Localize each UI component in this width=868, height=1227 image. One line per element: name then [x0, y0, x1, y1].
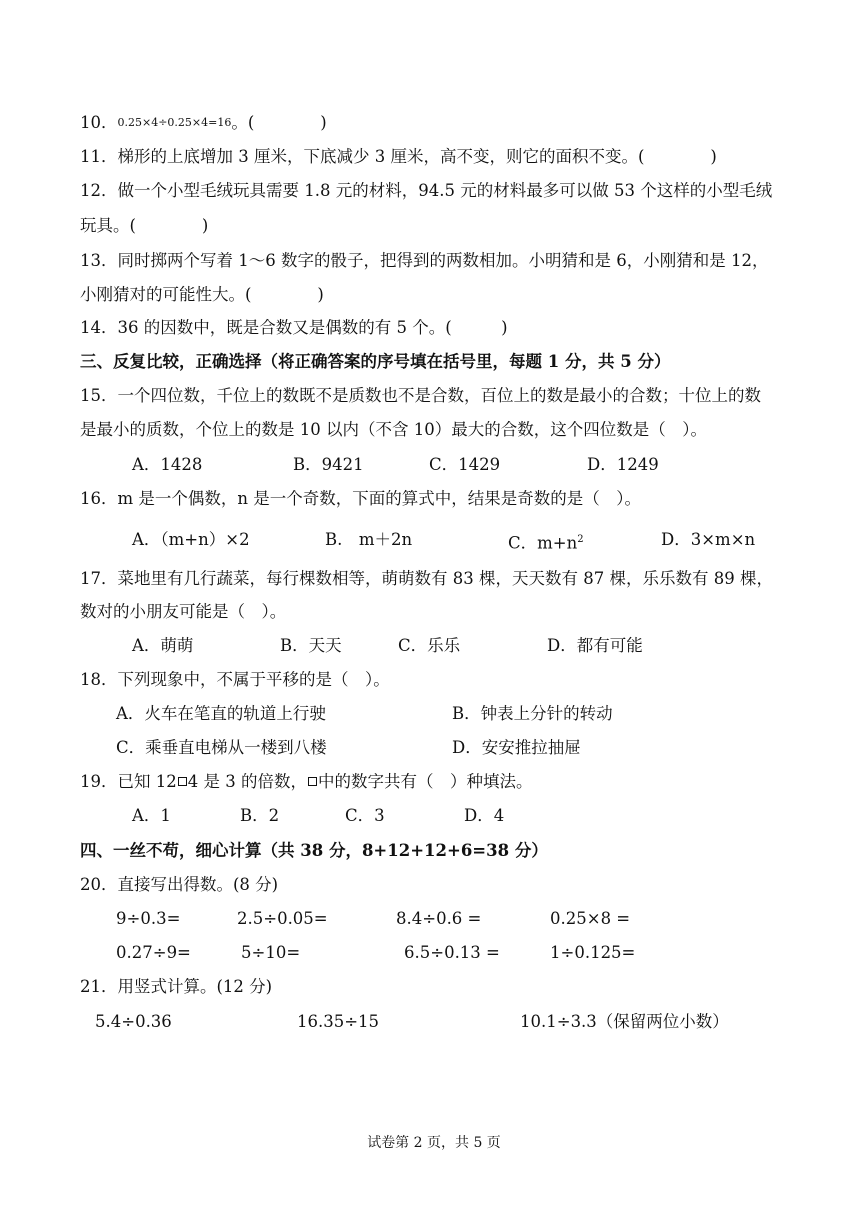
q19-option-a: A．1 — [132, 806, 171, 825]
question-17-line2: 数对的小朋友可能是（ ）。 — [80, 602, 287, 621]
q20-item: 0.25×8 = — [550, 909, 631, 928]
question-13-line2: 小刚猜对的可能性大。( ) — [80, 285, 324, 304]
q20-item: 6.5÷0.13 = — [404, 943, 500, 962]
exponent: 2 — [577, 534, 584, 545]
q20-item: 5÷10= — [241, 943, 301, 962]
question-12-line1: 12．做一个小型毛绒玩具需要 1.8 元的材料，94.5 元的材料最多可以做 53 个这样的小型毛绒 — [80, 181, 773, 200]
q15-option-b: B．9421 — [293, 455, 364, 474]
q18-option-b: B．钟表上分针的转动 — [452, 704, 613, 723]
q20-item: 8.4÷0.6 = — [396, 909, 482, 928]
q16-option-b: B. m＋2n — [325, 530, 413, 549]
q19-option-c: C．3 — [345, 806, 385, 825]
q20-item: 9÷0.3= — [116, 909, 181, 928]
q17-option-c: C．乐乐 — [398, 636, 461, 655]
q20-item: 0.27÷9= — [116, 943, 191, 962]
q20-item: 1÷0.125= — [550, 943, 636, 962]
q21-item: 16.35÷15 — [297, 1012, 380, 1031]
section-3-heading: 三、反复比较，正确选择（将正确答案的序号填在括号里，每题 1 分，共 5 分） — [80, 352, 671, 371]
question-13-line1: 13．同时掷两个写着 1～6 数字的骰子，把得到的两数相加。小明猜和是 6，小刚猜和是 12， — [80, 251, 769, 270]
q21-item: 5.4÷0.36 — [95, 1012, 172, 1031]
q19-option-b: B．2 — [240, 806, 280, 825]
q19-text-end: 中的数字共有（ ）种填法。 — [317, 772, 533, 791]
question-15-line1: 15．一个四位数，千位上的数既不是质数也不是合数，百位上的数是最小的合数；十位上的数 — [80, 386, 761, 405]
question-16: 16．m 是一个偶数，n 是一个奇数，下面的算式中，结果是奇数的是（ ）。 — [80, 489, 642, 508]
q19-text-start: 19．已知 12 — [80, 772, 177, 791]
question-11: 11．梯形的上底增加 3 厘米，下底减少 3 厘米，高不变，则它的面积不变。( ) — [80, 147, 717, 166]
question-14: 14．36 的因数中，既是合数又是偶数的有 5 个。( ) — [80, 318, 508, 337]
q19-option-d: D．4 — [464, 806, 505, 825]
blank-box-icon — [178, 777, 187, 786]
question-15-line2: 是最小的质数，个位上的数是 10 以内（不含 10）最大的合数，这个四位数是（ ）。 — [80, 420, 707, 439]
question-17-line1: 17．菜地里有几行蔬菜，每行棵数相等，萌萌数有 83 棵，天天数有 87 棵，乐乐数有 89 棵， — [80, 569, 773, 588]
q20-item: 2.5÷0.05= — [237, 909, 328, 928]
option-text: C．m+n — [508, 533, 578, 553]
q21-item: 10.1÷3.3（保留两位小数） — [520, 1012, 729, 1031]
q17-option-b: B．天天 — [280, 636, 342, 655]
question-12-line2: 玩具。( ) — [80, 216, 209, 235]
math-expression: 0.25×4÷0.25×4=16 — [117, 116, 232, 129]
question-10 — [80, 113, 327, 133]
question-20: 20．直接写出得数。(8 分) — [80, 875, 279, 894]
q16-option-c — [508, 530, 584, 554]
question-number: 10． — [80, 113, 118, 132]
q17-option-d: D．都有可能 — [547, 636, 643, 655]
answer-bracket: 。( ) — [231, 113, 327, 132]
q17-option-a: A．萌萌 — [132, 636, 194, 655]
q15-option-c: C．1429 — [429, 455, 501, 474]
page-footer: 试卷第 2 页，共 5 页 — [367, 1135, 501, 1151]
q15-option-a: A．1428 — [132, 455, 203, 474]
q18-option-a: A．火车在笔直的轨道上行驶 — [116, 704, 326, 723]
q19-text-middle: 4 是 3 的倍数， — [187, 772, 307, 791]
section-4-heading: 四、一丝不苟，细心计算（共 38 分，8+12+12+6=38 分） — [80, 841, 548, 860]
question-21: 21．用竖式计算。(12 分) — [80, 977, 273, 996]
blank-box-icon — [308, 777, 317, 786]
q18-option-d: D．安安推拉抽屉 — [452, 738, 581, 757]
q18-option-c: C．乘垂直电梯从一楼到八楼 — [116, 738, 327, 757]
question-18: 18．下列现象中，不属于平移的是（ ）。 — [80, 670, 390, 689]
q16-option-d: D．3×m×n — [661, 530, 756, 549]
question-19 — [80, 772, 532, 792]
q16-option-a: A．（m+n）×2 — [132, 530, 250, 549]
q15-option-d: D．1249 — [587, 455, 659, 474]
